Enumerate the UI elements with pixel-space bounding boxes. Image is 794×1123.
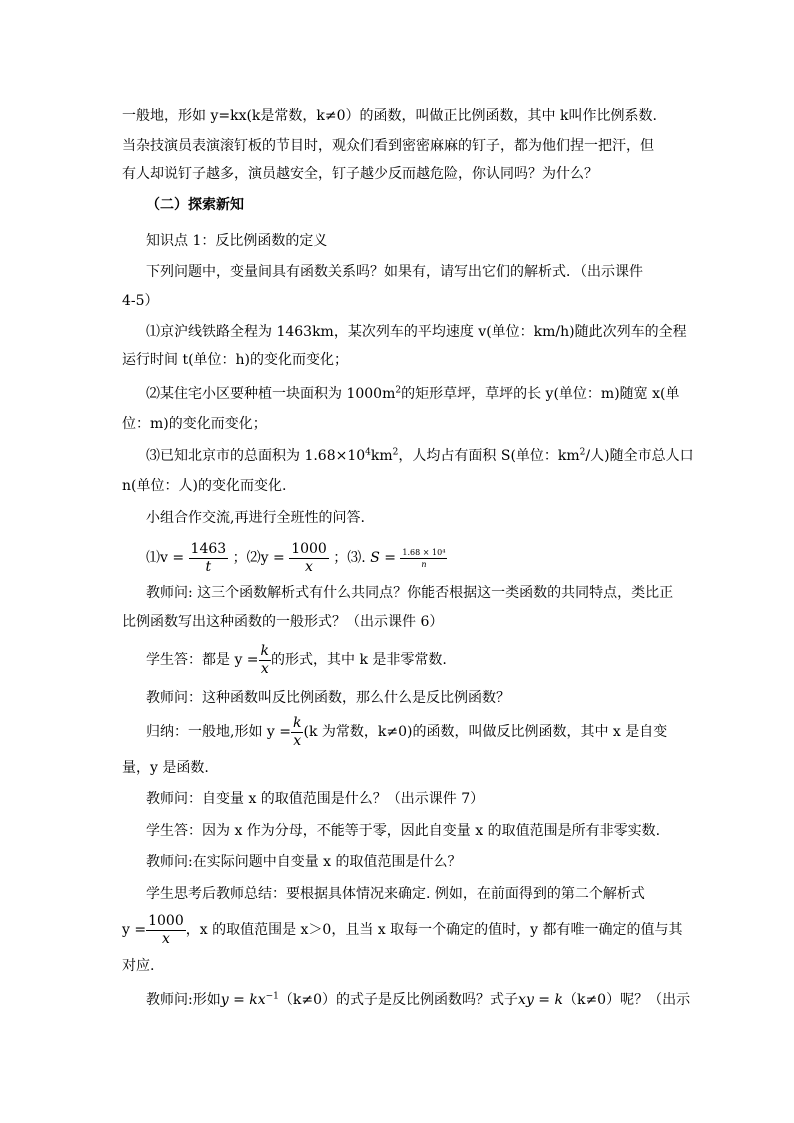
- answers-formula-line: ⑴v = $\frac{1463}{t}$ ；⑵y = $\frac{1000}{x}$ ；⑶. S = $\frac{\text{1.68 × 10⁴}}{n}$: [146, 540, 446, 575]
- teacher-summary-line-3: 对应.: [122, 958, 155, 974]
- fraction-k-over-x-summary: $\frac{k}{x}$: [293, 714, 302, 749]
- group-discussion-note: 小组合作交流,再进行全班性的问答.: [146, 510, 365, 526]
- teacher-summary-line-1: 学生思考后教师总结：要根据具体情况来确定. 例如，在前面得到的第二个解析式: [146, 886, 645, 902]
- question-intro-line-1: 下列问题中，变量间具有函数关系吗？如果有，请写出它们的解析式．（出示课件: [146, 264, 643, 280]
- item-3-line-2: n(单位：人)的变化而变化.: [122, 478, 287, 494]
- teacher-question-5: 教师问:形如$y = kx^{-1}(k\ne 0)$的式子是反比例函数吗？式子xy = k（k≠0）呢？（出示: [146, 991, 691, 1008]
- knowledge-point-title: 知识点 1：反比例函数的定义: [146, 233, 328, 249]
- teacher-question-1-line-2: 比例函数写出这种函数的一般形式？（出示课件 6）: [122, 614, 444, 630]
- paragraph-nail-board-line-1: 当杂技演员表演滚钉板的节目时，观众们看到密密麻麻的钉子，都为他们捏一把汗，但: [122, 138, 654, 154]
- fraction-1000-over-x: $\frac{1000}{x}$: [291, 540, 327, 575]
- summary-line-1: 归纳：一般地,形如 y = $\frac{k}{x}$ (k 为常数，k≠0)的函数，叫做反比例函数，其中 x 是自变: [146, 714, 668, 749]
- item-3-line-1: ⑶已知北京市的总面积为 $1.68\times 10^4km^2$，人均占有面积 S(单位：$km^2/$人)随全市总人口: [146, 447, 694, 464]
- teacher-question-2: 教师问：这种函数叫反比例函数，那么什么是反比例函数？: [146, 690, 510, 706]
- item-1-line-2: 运行时间 t(单位：h)的变化而变化；: [122, 352, 349, 368]
- item-2-line-2: 位：m)的变化而变化；: [122, 416, 267, 432]
- student-answer-1: 学生答：都是 y = $\frac{k}{x}$ 的形式，其中 k 是非零常数.: [146, 642, 447, 677]
- teacher-question-1-line-1: 教师问: 这三个函数解析式有什么共同点？你能否根据这一类函数的共同特点，类比正: [146, 585, 674, 601]
- fraction-k-over-x: $\frac{k}{x}$: [260, 642, 270, 677]
- fraction-area-over-n: $\frac{\text{1.68 × 10⁴}}{n}$: [402, 547, 446, 569]
- section-heading: （二）探索新知: [146, 197, 244, 213]
- teacher-question-3: 教师问：自变量 x 的取值范围是什么？（出示课件 7）: [146, 791, 485, 807]
- paragraph-nail-board-line-2: 有人却说钉子越多，演员越安全，钉子越少反而越危险，你认同吗？为什么？: [122, 166, 598, 182]
- summary-line-2: 量，y 是函数.: [122, 760, 209, 776]
- teacher-question-4: 教师问:在实际问题中自变量 x 的取值范围是什么？: [146, 854, 462, 870]
- teacher-summary-line-2: y = $\frac{1000}{x}$ ，x 的取值范围是 x＞0，且当 x 取每一个确定的值时，y 都有唯一确定的值与其: [122, 912, 683, 947]
- item-2-line-1: ⑵某住宅小区要种植一块面积为 $1000m^2$的矩形草坪，草坪的长 y(单位：m)随宽 x(单: [146, 385, 680, 402]
- question-intro-line-2: 4-5）: [122, 293, 159, 309]
- student-answer-3: 学生答：因为 x 作为分母，不能等于零，因此自变量 x 的取值范围是所有非零实数.: [146, 823, 661, 839]
- item-1-line-1: ⑴京沪线铁路全程为 1463km，某次列车的平均速度 v(单位：km/h)随此次列车的全程: [146, 324, 687, 340]
- fraction-1000-over-x-example: $\frac{1000}{x}$: [148, 912, 184, 947]
- fraction-1463-over-t: $\frac{1463}{t}$: [190, 540, 227, 575]
- paragraph-direct-proportion-definition: 一般地，形如 y=kx(k是常数，k≠0）的函数，叫做正比例函数，其中 k叫作比例系数.: [122, 108, 657, 124]
